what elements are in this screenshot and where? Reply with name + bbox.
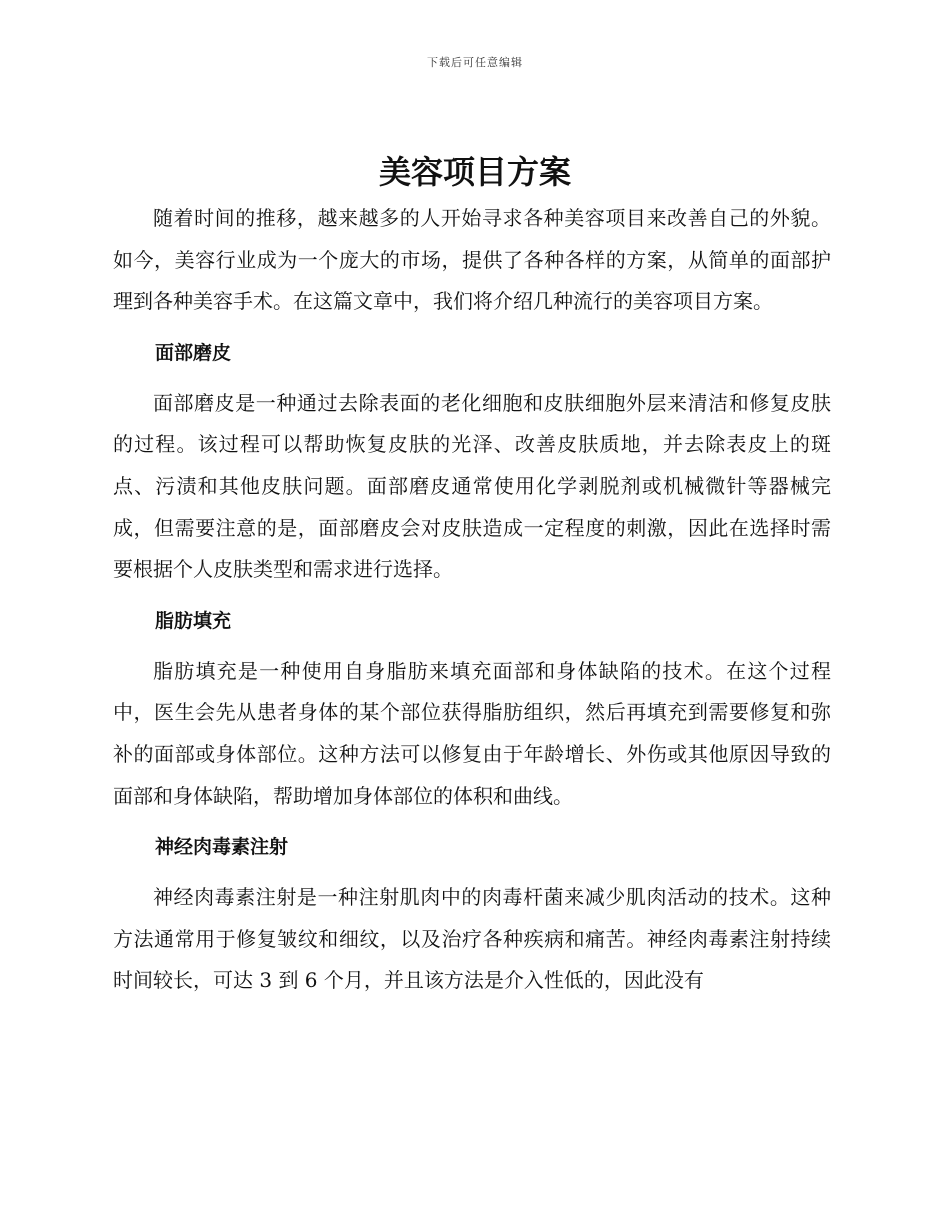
- header-note: 下载后可任意编辑: [427, 56, 523, 69]
- document-body: [113, 198, 831, 1002]
- intro-paragraph: 随着时间的推移，越来越多的人开始寻求各种美容项目来改善自己的外貌。如今，美容行业成为一个庞大的市场，提供了各种各样的方案，从简单的面部护理到各种美容手术。在这篇文章中，我们将介绍几种流行的美容项目方案。: [113, 206, 831, 314]
- section-heading: 神经肉毒素注射: [155, 836, 289, 859]
- section-botox-injection: [113, 828, 831, 1002]
- section-paragraph: 脂肪填充是一种使用自身脂肪来填充面部和身体缺陷的技术。在这个过程中，医生会先从患者身体的某个部位获得脂肪组织，然后再填充到需要修复和弥补的面部或身体部位。这种方法可以修复由于年龄增长、外伤或其他原因导致的面部和身体缺陷，帮助增加身体部位的体积和曲线。: [113, 658, 831, 808]
- document-title: 美容项目方案: [378, 153, 571, 191]
- section-facial-dermabrasion: [113, 334, 831, 591]
- section-heading: 脂肪填充: [155, 609, 232, 632]
- section-paragraph: 神经肉毒素注射是一种注射肌肉中的肉毒杆菌来减少肌肉活动的技术。这种方法通常用于修复皱纹和细纹，以及治疗各种疾病和痛苦。神经肉毒素注射持续时间较长，可达 3 到 6 个月，并且该方法是介入性低的，因此没有: [113, 885, 831, 993]
- section-fat-grafting: [113, 602, 831, 817]
- section-heading: 面部磨皮: [155, 341, 232, 364]
- section-paragraph: 面部磨皮是一种通过去除表面的老化细胞和皮肤细胞外层来清洁和修复皮肤的过程。该过程可以帮助恢复皮肤的光泽、改善皮肤质地，并去除表皮上的斑点、污渍和其他皮肤问题。面部磨皮通常使用化学剥脱剂或机械微针等器械完成，但需要注意的是，面部磨皮会对皮肤造成一定程度的刺激，因此在选择时需要根据个人皮肤类型和需求进行选择。: [113, 390, 831, 582]
